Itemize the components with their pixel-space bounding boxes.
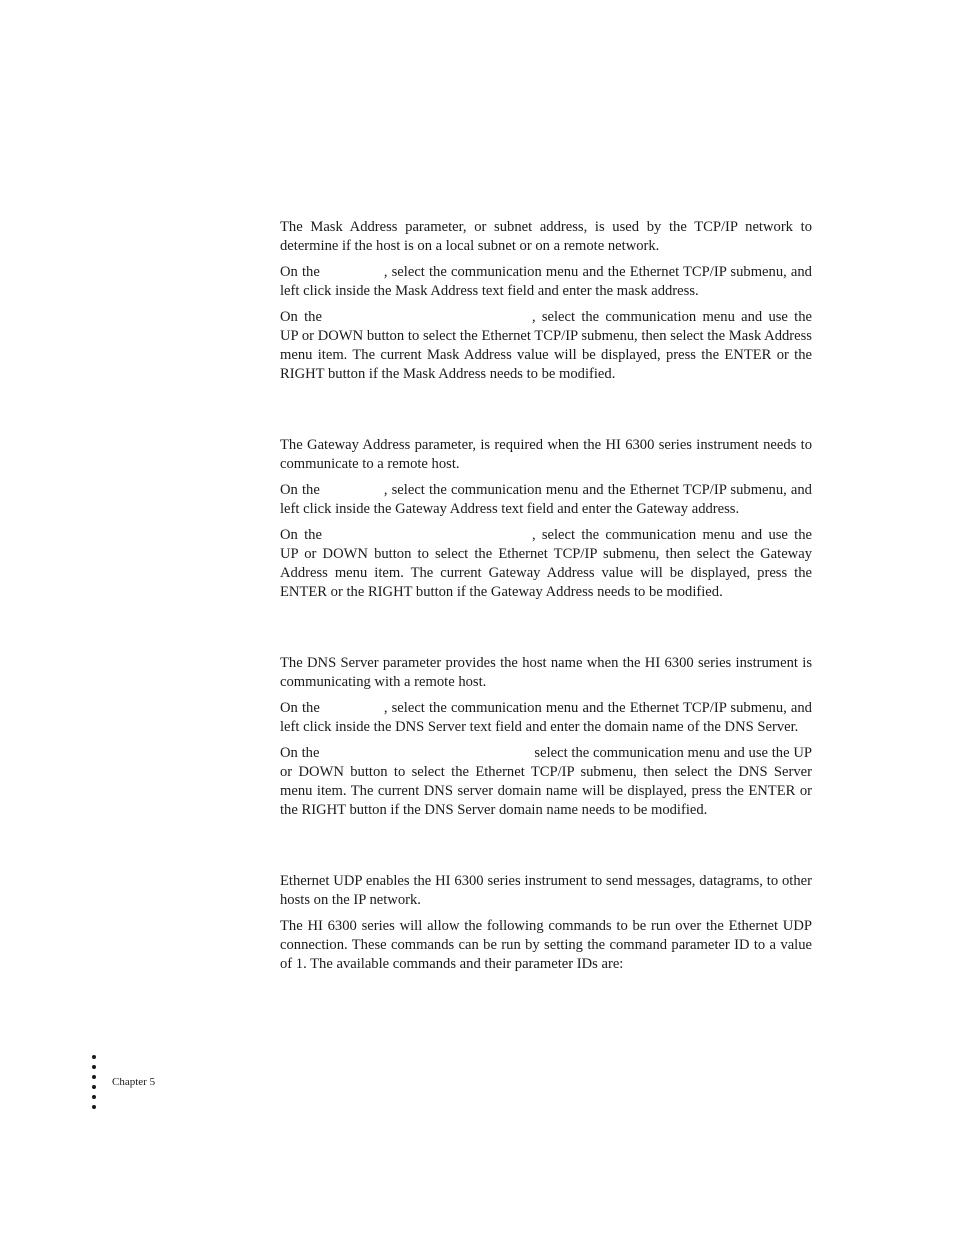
footer-dot xyxy=(92,1055,96,1059)
dns-panel-prefix: On the xyxy=(280,745,320,761)
ethernet-udp-commands: The HI 6300 series will allow the following commands to be run over the Ethernet UDP connection. These commands can be run by setting the command parameter ID to a value of 1. The available commands and their parameter IDs are: xyxy=(280,918,812,972)
mask-web-prefix: On the xyxy=(280,264,320,280)
gateway-panel-rest: , select the communication menu and use the UP or DOWN button to select the Ethernet TCP/IP submenu, then select the Gateway Address menu item. The current Gateway Address value will be displayed, press the ENTER or the RIGHT button if the Gateway Address needs to be modified. xyxy=(280,527,812,600)
mask-address-intro: The Mask Address parameter, or subnet address, is used by the TCP/IP network to determine if the host is on a local subnet or on a remote network. xyxy=(280,219,812,254)
dns-server-section xyxy=(280,654,812,820)
mask-address-web-instructions xyxy=(280,263,812,301)
mask-panel-rest: , select the communication menu and use the UP or DOWN button to select the Ethernet TCP/IP submenu, then select the Mask Address menu item. The current Mask Address value will be displayed, press the ENTER or the RIGHT button if the Mask Address needs to be modified. xyxy=(280,309,812,382)
footer-dot xyxy=(92,1105,96,1109)
ethernet-udp-section xyxy=(280,872,812,974)
mask-address-panel-instructions xyxy=(280,308,812,384)
chapter-label: Chapter 5 xyxy=(112,1076,156,1088)
gateway-web-prefix: On the xyxy=(280,482,320,498)
dns-server-web-instructions xyxy=(280,699,812,737)
dns-web-prefix: On the xyxy=(280,700,320,716)
mask-web-rest: , select the communication menu and the Ethernet TCP/IP submenu, and left click inside the Mask Address text field and enter the mask address. xyxy=(280,264,812,299)
dns-panel-rest: select the communication menu and use the UP or DOWN button to select the Ethernet TCP/IP submenu, then select the DNS Server menu item. The current DNS server domain name will be displayed, press the ENTER or the RIGHT button if the DNS Server domain name needs to be modified. xyxy=(280,745,812,818)
gateway-web-rest: , select the communication menu and the Ethernet TCP/IP submenu, and left click inside the Gateway Address text field and enter the Gateway address. xyxy=(280,482,812,517)
gateway-address-section xyxy=(280,436,812,602)
footer-dot xyxy=(92,1075,96,1079)
mask-panel-prefix: On the xyxy=(280,309,322,325)
gateway-address-panel-instructions xyxy=(280,526,812,602)
dns-web-rest: , select the communication menu and the Ethernet TCP/IP submenu, and left click inside the DNS Server text field and enter the domain name of the DNS Server. xyxy=(280,700,812,735)
dns-server-intro: The DNS Server parameter provides the host name when the HI 6300 series instrument is communicating with a remote host. xyxy=(280,655,812,690)
gateway-panel-prefix: On the xyxy=(280,527,322,543)
footer-dot xyxy=(92,1095,96,1099)
mask-address-section xyxy=(280,218,812,384)
dns-server-panel-instructions xyxy=(280,744,812,820)
footer-dot xyxy=(92,1085,96,1089)
gateway-address-intro: The Gateway Address parameter, is required when the HI 6300 series instrument needs to communicate to a remote host. xyxy=(280,437,812,472)
ethernet-udp-intro: Ethernet UDP enables the HI 6300 series instrument to send messages, datagrams, to other hosts on the IP network. xyxy=(280,873,812,908)
footer-dot xyxy=(92,1065,96,1069)
gateway-address-web-instructions xyxy=(280,481,812,519)
footer-dot-column xyxy=(92,1055,98,1115)
page-content xyxy=(280,218,812,981)
